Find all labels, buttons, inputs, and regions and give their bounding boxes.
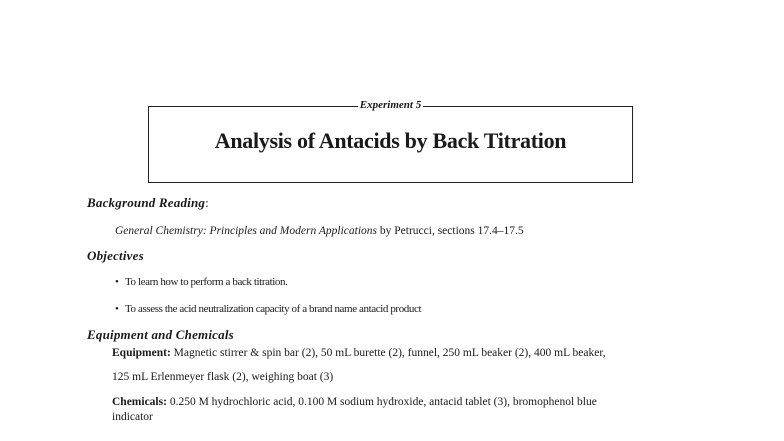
experiment-label: Experiment 5	[359, 99, 422, 111]
equipment-line-continued: 125 mL Erlenmeyer flask (2), weighing boat (3)	[112, 371, 334, 383]
chemicals-label: Chemicals:	[112, 396, 167, 408]
equipment-label: Equipment:	[112, 347, 171, 359]
bullet-icon: •	[115, 303, 119, 315]
page-title: Analysis of Antacids by Back Titration	[214, 128, 567, 153]
objective-item: • To learn how to perform a back titration.	[115, 276, 288, 288]
chemicals-line-continued: indicator	[112, 411, 153, 423]
chemicals-line: Chemicals: 0.250 M hydrochloric acid, 0.100 M sodium hydroxide, antacid tablet (3), bromophenol blue	[112, 396, 597, 408]
background-reading-reference	[115, 224, 524, 239]
background-reading-heading: Background Reading:	[87, 195, 209, 210]
equipment-line: Equipment: Magnetic stirrer & spin bar (2), 50 mL burette (2), funnel, 250 mL beaker (2), 400 mL beaker,	[112, 347, 606, 359]
objective-item: • To assess the acid neutralization capacity of a brand name antacid product	[115, 303, 422, 315]
objectives-heading: Objectives	[87, 248, 144, 263]
reference-details: by Petrucci, sections 17.4–17.5	[377, 225, 524, 237]
equipment-chemicals-heading: Equipment and Chemicals	[87, 327, 234, 342]
book-title: General Chemistry: Principles and Modern Applications	[115, 225, 378, 237]
title-box	[148, 99, 633, 183]
bullet-icon: •	[115, 276, 119, 288]
